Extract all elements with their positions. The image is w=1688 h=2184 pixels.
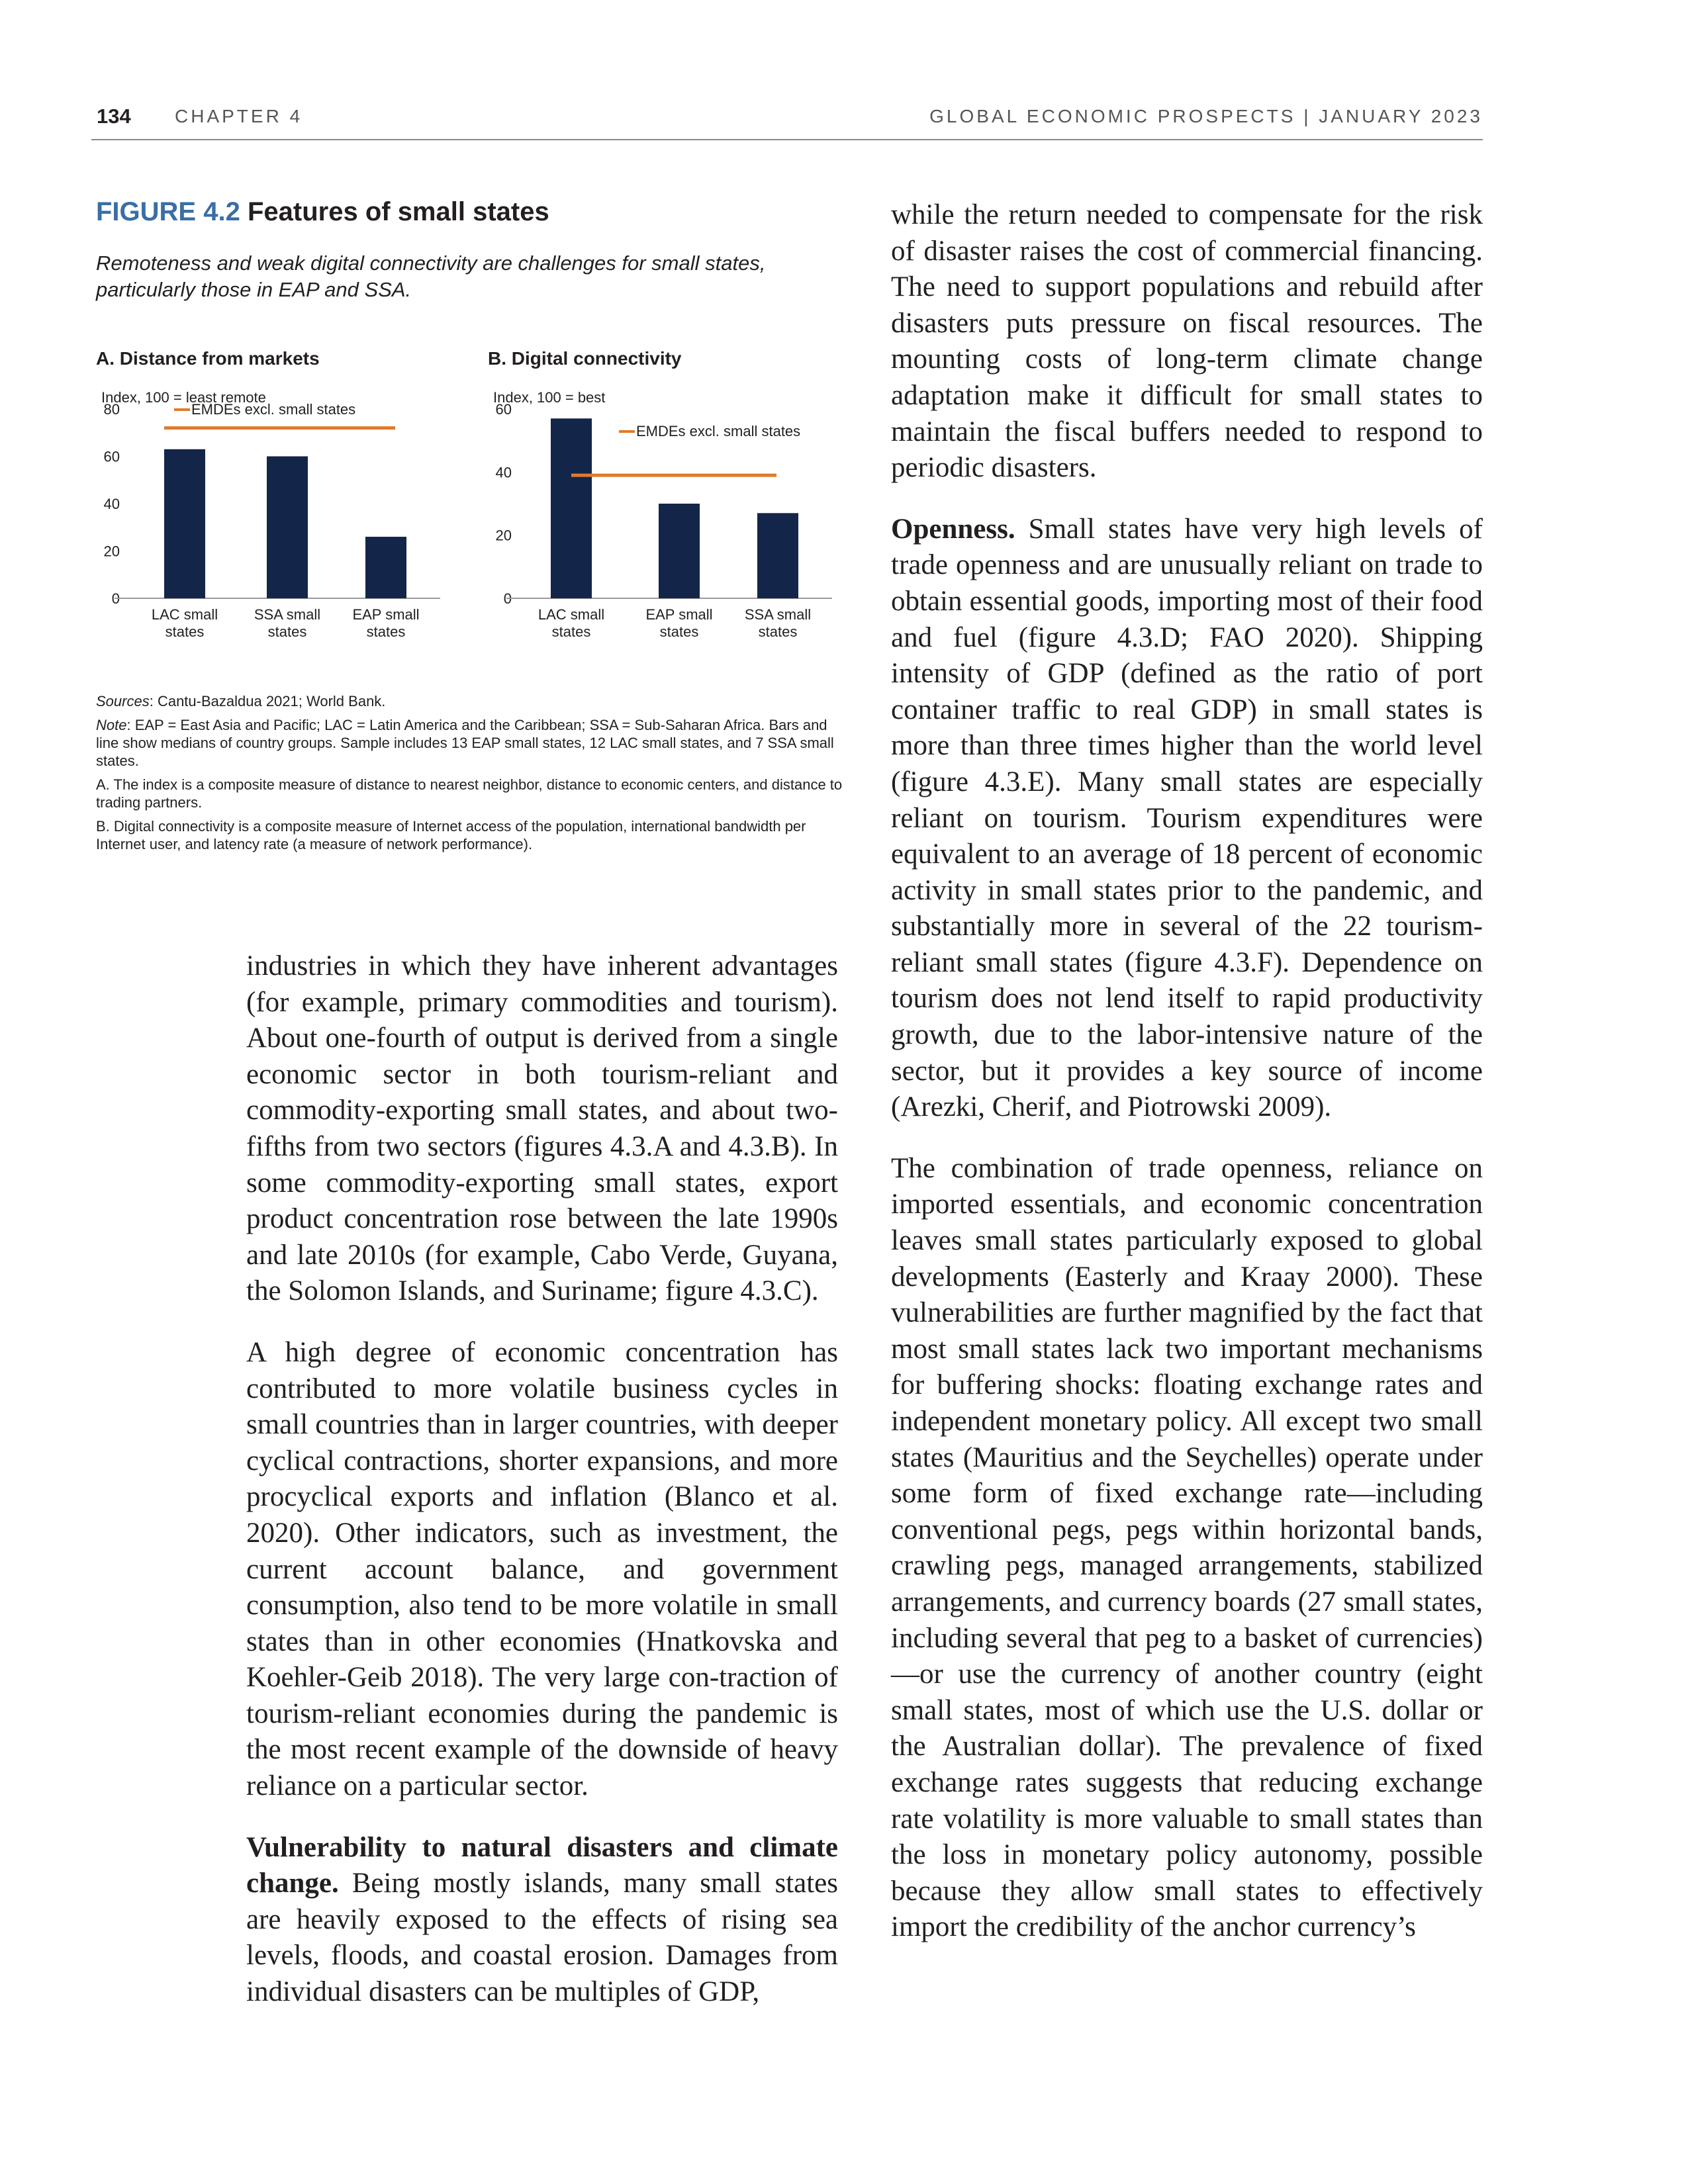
bar bbox=[659, 504, 700, 598]
y-tick-label: 0 bbox=[503, 590, 512, 607]
x-tick-label: states bbox=[267, 623, 307, 640]
paragraph: A high degree of economic concentration has contributed to more volatile business cycles in small countries than in larger countries, with deeper cyclical contractions, shorter expansions, and more procyclical exports and inflation (Blanco et al. 2020). Other indicators, such as investment, the current account balance, and government consumption, also tend to be more volatile in small states than in other economies (Hnatkovska and Koehler-Geib 2018). The very large con-traction of tourism-reliant economies during the pandemic is the most recent example of the downside of heavy reliance on a particular sector. bbox=[246, 1336, 838, 1802]
figure-sources bbox=[96, 692, 851, 710]
sources-label: Sources bbox=[96, 693, 150, 709]
y-tick-label: 40 bbox=[495, 464, 512, 481]
paragraph: while the return needed to compensate for the risk of disaster raises the cost of commercial financing. The need to support populations and rebuild after disasters puts pressure on fiscal resources. The mounting costs of long-term climate change adaptation make it difficult for small states to maintain the fiscal buffers needed to respond to periodic disasters. bbox=[891, 199, 1483, 484]
x-tick-label: LAC small bbox=[538, 606, 605, 623]
left-text-column bbox=[246, 948, 838, 2036]
right-text-column bbox=[891, 197, 1483, 1971]
x-tick-label: SSA small bbox=[254, 606, 321, 623]
legend-label: EMDEs excl. small states bbox=[636, 423, 801, 439]
paragraph bbox=[891, 512, 1483, 1126]
note-text: : EAP = East Asia and Pacific; LAC = Latin America and the Caribbean; SSA = Sub-Saharan Africa. Bars and line show medians of country groups. Sample includes 13 EAP small states, 12 LAC small states, and 7 SSA small states. bbox=[96, 717, 834, 769]
note-label: Note bbox=[96, 717, 127, 733]
y-tick-label: 20 bbox=[103, 543, 120, 560]
header-divider bbox=[91, 139, 1483, 140]
y-tick-label: 80 bbox=[103, 401, 120, 418]
figure-number: FIGURE 4.2 bbox=[96, 197, 240, 226]
chart-distance-from-markets bbox=[96, 402, 453, 680]
paragraph-text: Being mostly islands, many small states are heavily exposed to the effects of rising sea levels, floods, and coastal erosion. Damages from individual disasters can be multiples of GDP, bbox=[246, 1868, 838, 2008]
y-tick-label: 20 bbox=[495, 527, 512, 544]
legend-label: EMDEs excl. small states bbox=[191, 401, 356, 418]
y-tick-label: 60 bbox=[495, 401, 512, 418]
paragraph-lead: Vulnerability to natural disasters and climate change. bbox=[246, 1831, 838, 1899]
figure-note-a: A. The index is a composite measure of distance to nearest neighbor, distance to economic centers, and distance to trading partners. bbox=[96, 776, 843, 811]
bar bbox=[757, 513, 798, 598]
figure-note bbox=[96, 716, 851, 770]
bar bbox=[365, 537, 406, 598]
panel-b-axis-note: Index, 100 = best bbox=[493, 389, 606, 406]
panel-a-axis-note: Index, 100 = least remote bbox=[101, 389, 266, 406]
bar bbox=[164, 449, 205, 598]
figure-title-text: Features of small states bbox=[247, 197, 549, 226]
x-tick-label: LAC small bbox=[151, 606, 218, 623]
x-tick-label: EAP small bbox=[645, 606, 713, 623]
y-tick-label: 0 bbox=[111, 590, 120, 607]
paragraph: industries in which they have inherent advantages (for example, primary commodities and tourism). About one-fourth of output is derived from a single economic sector in both tourism-reliant and commodity-exporting small states, and about two-fifths from two sectors (figures 4.3.A and 4.3.B). In some commodity-exporting small states, export product concentration rose between the late 1990s and late 2010s (for example, Cabo Verde, Guyana, the Solomon Islands, and Suriname; figure 4.3.C). bbox=[246, 950, 838, 1307]
paragraph-lead: Openness. bbox=[891, 513, 1015, 545]
x-tick-label: SSA small bbox=[744, 606, 812, 623]
paragraph: The combination of trade openness, reliance on imported essentials, and economic concentration leaves small states particularly exposed to global developments (Easterly and Kraay 2000). These vulnerabilities are further magnified by the fact that most small states lack two important mechanisms for buffering shocks: floating exchange rates and independent monetary policy. All except two small states (Mauritius and the Seychelles) operate under some form of fixed exchange rate—including conventional pegs, pegs within horizontal bands, crawling pegs, managed arrangements, stabilized arrangements, and currency boards (27 small states, including several that peg to a basket of currencies)—or use the currency of another country (eight small states, most of which use the U.S. dollar or the Australian dollar). The prevalence of fixed exchange rates suggests that reducing exchange rate volatility is more valuable to small states than the loss in monetary policy autonomy, possible because they allow small states to effectively import the credibility of the anchor currency’s bbox=[891, 1152, 1483, 1943]
chart-digital-connectivity bbox=[488, 402, 851, 680]
paragraph bbox=[246, 1830, 838, 2011]
figure-subtitle: Remoteness and weak digital connectivity are challenges for small states, particularly those in EAP and SSA. bbox=[96, 251, 766, 301]
x-tick-label: states bbox=[659, 623, 699, 640]
sources-text: : Cantu-Bazaldua 2021; World Bank. bbox=[149, 693, 386, 709]
y-tick-label: 40 bbox=[103, 496, 120, 512]
figure-title bbox=[96, 197, 549, 227]
page-header bbox=[91, 101, 1483, 140]
bar bbox=[551, 418, 592, 598]
panel-b-title: B. Digital connectivity bbox=[488, 348, 682, 369]
x-tick-label: states bbox=[366, 623, 406, 640]
running-title: GLOBAL ECONOMIC PROSPECTS | JANUARY 2023 bbox=[929, 106, 1483, 126]
panel-a-title: A. Distance from markets bbox=[96, 348, 320, 369]
x-tick-label: states bbox=[551, 623, 591, 640]
x-tick-label: states bbox=[758, 623, 798, 640]
page-number: 134 bbox=[97, 105, 131, 128]
bar bbox=[267, 457, 308, 599]
chapter-label: CHAPTER 4 bbox=[175, 106, 303, 126]
figure-notes bbox=[96, 692, 851, 859]
figure-note-b: B. Digital connectivity is a composite measure of Internet access of the population, international bandwidth per Internet user, and latency rate (a measure of network performance). bbox=[96, 818, 806, 852]
y-tick-label: 60 bbox=[103, 448, 120, 465]
x-tick-label: EAP small bbox=[352, 606, 420, 623]
x-tick-label: states bbox=[165, 623, 205, 640]
paragraph-text: Small states have very high levels of trade openness and are unusually reliant on trade to obtain essential goods, importing most of their food and fuel (figure 4.3.D; FAO 2020). Shipping intensity of GDP (defined as the ratio of port container traffic to real GDP) in small states is more than three times higher than the world level (figure 4.3.E). Many small states are especially reliant on tourism. Tourism expenditures were equivalent to an average of 18 percent of economic activity in small states prior to the pandemic, and substantially more in several of the 22 tourism-reliant small states (figure 4.3.F). Dependence on tourism does not lend itself to rapid productivity growth, due to the labor-intensive nature of the sector, but it provides a key source of income (Arezki, Cherif, and Piotrowski 2009). bbox=[891, 513, 1483, 1123]
